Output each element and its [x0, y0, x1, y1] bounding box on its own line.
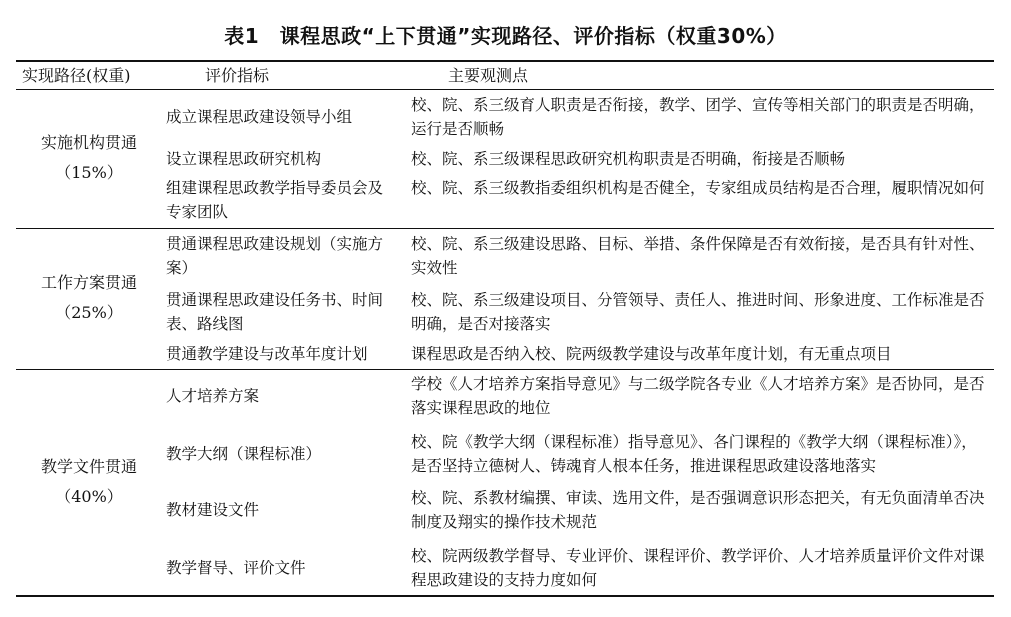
group-divider — [16, 228, 994, 229]
group-name: 实施机构贯通 — [40, 133, 137, 152]
indicator-cell: 教学大纲（课程标准） — [166, 445, 322, 463]
observation-cell: 校、院、系三级建设项目、分管领导、责任人、推进时间、形象进度、工作标准是否明确，是否对接落实 — [411, 291, 985, 333]
group-divider — [16, 369, 994, 370]
indicator-cell: 组建课程思政教学指导委员会及专家团队 — [166, 179, 384, 221]
table-title: 表1 课程思政“上下贯通”实现路径、评价指标（权重30%） — [224, 24, 787, 48]
header-rule — [16, 89, 994, 90]
indicator-cell: 人才培养方案 — [166, 387, 260, 405]
group-name: 工作方案贯通 — [40, 273, 137, 292]
observation-cell: 校、院两级教学督导、专业评价、课程评价、教学评价、人才培养质量评价文件对课程思政建设的支持力度如何 — [411, 547, 985, 589]
indicator-cell: 贯通课程思政建设规划（实施方案） — [166, 235, 384, 277]
indicator-cell: 设立课程思政研究机构 — [166, 150, 322, 168]
group-weight: （25%） — [55, 303, 123, 322]
top-rule — [16, 60, 994, 62]
observation-cell: 校、院、系三级教指委组织机构是否健全，专家组成员结构是否合理，履职情况如何 — [411, 179, 985, 197]
observation-cell: 校、院、系三级课程思政研究机构职责是否明确，衔接是否顺畅 — [411, 150, 846, 168]
observation-cell: 校、院、系三级育人职责是否衔接，教学、团学、宣传等相关部门的职责是否明确，运行是否顺畅 — [411, 96, 985, 138]
observation-cell: 校、院、系教材编撰、审读、选用文件，是否强调意识形态把关，有无负面清单否决制度及翔实的操作技术规范 — [411, 489, 985, 531]
indicator-cell: 教学督导、评价文件 — [166, 559, 306, 577]
header-observation: 主要观测点 — [448, 66, 529, 85]
indicator-cell: 贯通教学建设与改革年度计划 — [166, 345, 368, 363]
group-name: 教学文件贯通 — [40, 457, 137, 476]
indicator-cell: 贯通课程思政建设任务书、时间表、路线图 — [166, 291, 384, 333]
group-weight: （15%） — [55, 163, 123, 182]
observation-cell: 校、院《教学大纲（课程标准）指导意见》、各门课程的《教学大纲（课程标准）》，是否坚持立德树人、铸魂育人根本任务，推进课程思政建设落地落实 — [411, 433, 977, 475]
group-path-cell — [16, 268, 162, 328]
observation-cell: 课程思政是否纳入校、院两级教学建设与改革年度计划，有无重点项目 — [411, 345, 892, 363]
indicator-cell: 教材建设文件 — [166, 501, 260, 519]
indicator-cell: 成立课程思政建设领导小组 — [166, 108, 353, 126]
group-path-cell — [16, 128, 162, 188]
bottom-rule — [16, 595, 994, 597]
observation-cell: 校、院、系三级建设思路、目标、举措、条件保障是否有效衔接，是否具有针对性、实效性 — [411, 235, 985, 277]
group-weight: （40%） — [55, 487, 123, 506]
observation-cell: 学校《人才培养方案指导意见》与二级学院各专业《人才培养方案》是否协同，是否落实课程思政的地位 — [411, 375, 985, 417]
header-indicator: 评价指标 — [205, 66, 270, 85]
group-path-cell — [16, 452, 162, 512]
header-path: 实现路径(权重) — [22, 66, 131, 85]
